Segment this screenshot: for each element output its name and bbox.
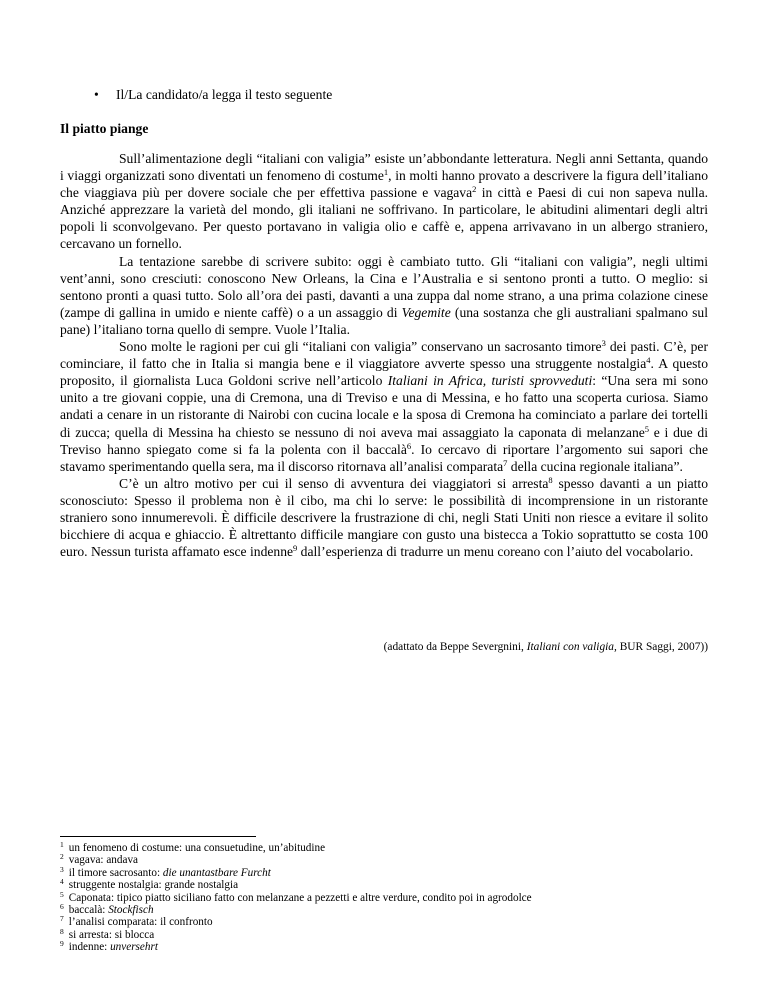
italic-text: Stockfisch bbox=[108, 904, 154, 917]
paragraph bbox=[60, 338, 708, 475]
footnotes-list bbox=[60, 842, 532, 954]
text-run: C’è un altro motivo per cui il senso di avventura dei viaggiatori si arresta bbox=[119, 475, 549, 491]
instruction-line bbox=[94, 86, 332, 103]
footnote-ref: 4 bbox=[646, 355, 651, 366]
text-run: La tentazione sarebbe di scrivere subito: oggi è cambiato tutto. Gli “italiani con valigia”, negli ultimi vent’anni, sono cresciuti: conoscono New Orleans, la Cina e l’Australia e si sentono pronti a tutto. O meglio: si sentono pronti a quasi tutto. Solo all’ora dei pasti, davanti a una zuppa dal nome strano, a una prima colazione cinese (zampe di gallina in umido e niente caffè) o a un assaggio di bbox=[60, 253, 708, 320]
footnote-number: 8 bbox=[60, 926, 64, 936]
text-run: l’analisi comparata: il confronto bbox=[68, 916, 213, 929]
text-run: si arresta: si blocca bbox=[68, 928, 155, 941]
footnote-number: 4 bbox=[60, 877, 64, 887]
text-run: struggente nostalgia: grande nostalgia bbox=[68, 879, 239, 892]
italic-text: die unantastbare Furcht bbox=[162, 866, 271, 879]
text-run: della cucina regionale italiana”. bbox=[507, 458, 683, 474]
text-run: e i due di Treviso hanno spiegato come si fa la polenta con il baccalà bbox=[60, 424, 709, 457]
footnote-ref: 5 bbox=[644, 423, 650, 434]
footnote-number: 9 bbox=[60, 939, 64, 949]
text-run: vagava: andava bbox=[68, 854, 139, 867]
bullet-icon: • bbox=[94, 87, 99, 102]
footnote bbox=[60, 926, 532, 941]
footnote-number: 2 bbox=[60, 852, 64, 862]
text-run: : “Una sera mi sono unito a tre giovani coppie, una di Cremona, una di Treviso e una di Messina, e ho fatto una scoperta curiosa. Siamo andati a cenare in un ristorante di Nairobi con cucina locale e la sposa di Cremona ha cominciato a parlare dei tortelli di zucca; quella di Messina ha chiesto se nessuno di noi aveva mai assaggiato la caponata di melanzane bbox=[60, 373, 708, 440]
italic-text: Italiani con valigia, bbox=[526, 641, 617, 653]
footnote-number: 3 bbox=[60, 864, 64, 874]
italic-text: Italiani in Africa, turisti sprovveduti bbox=[387, 373, 593, 389]
text-run: (una sostanza che gli australiani spalmano sul pane) l’italiano torna quello di sempre. Vuole l’Italia. bbox=[60, 304, 708, 337]
footnote-ref: 6 bbox=[406, 440, 412, 451]
footnote-number: 1 bbox=[60, 840, 64, 849]
footnote bbox=[60, 879, 532, 891]
italic-text: unversehrt bbox=[110, 941, 158, 954]
footnote bbox=[60, 864, 532, 879]
source-citation bbox=[384, 640, 708, 655]
paragraph bbox=[60, 475, 708, 560]
text-run: indenne: bbox=[68, 941, 111, 954]
text-run: Caponata: tipico piatto siciliano fatto con melanzane a pezzetti e altre verdure, condito poi in agrodolce bbox=[68, 891, 532, 904]
footnote-ref: 7 bbox=[503, 457, 508, 468]
article-body bbox=[60, 150, 708, 560]
text-run: (adattato da Beppe Severgnini, bbox=[383, 641, 527, 653]
text-run: , in molti hanno provato a descrivere la figura dell’italiano che viaggiava più per dovere sociale che per effettiva passione e vagava bbox=[60, 168, 708, 201]
text-run: . Io cercavo di riportare l’argomento sui sapori che stavamo sperimentando quella sera, ma il discorso ritornava all’analisi comparata bbox=[60, 441, 708, 474]
text-run: dei pasti. C’è, per cominciare, il fatto che in Italia si mangia bene e il viaggiatore avverte spesso una struggente nostalgia bbox=[60, 339, 708, 372]
footnote-number: 6 bbox=[60, 902, 64, 912]
footnote-ref: 9 bbox=[293, 543, 298, 554]
text-run: in città e Paesi di cui non sapeva nulla. Anziché apprezzare la varietà del mondo, gli italiani ne soffrivano. In particolare, le abitudini alimentari degli altri popoli li sconvolgevano. Per questo portavano in valigia olio e caffè e, appena arrivavano in un albergo straniero, cercavano un fornello. bbox=[60, 185, 709, 252]
text-run: Sull’alimentazione degli “italiani con valigia” esiste un’abbondante letteratura. Negli anni Settanta, quando i viaggi organizzati sono diventati un fenomeno di costume bbox=[60, 151, 708, 184]
text-run: BUR Saggi, 2007)) bbox=[616, 641, 708, 653]
footnote bbox=[60, 941, 532, 953]
footnote-number: 5 bbox=[60, 889, 64, 899]
text-run: dall’esperienza di tradurre un menu coreano con l’aiuto del vocabolario. bbox=[297, 544, 694, 560]
italic-text: Vegemite bbox=[401, 304, 451, 320]
text-run: spesso davanti a un piatto sconosciuto: Spesso il problema non è il cibo, ma chi lo serve: le possibilità di incomprensione in un ristorante straniero sono innumerevoli. È difficile descrivere la frustrazione di chi, negli Stati Uniti non riesce a evitare il solito bicchiere di acqua e ghiaccio. È altrettanto difficile mangiare con gusto una bistecca a Tokio soprattutto se costa 100 euro. Nessun turista affamato esce indenne bbox=[60, 475, 708, 560]
footnote-ref: 8 bbox=[548, 474, 553, 485]
footnote-ref: 2 bbox=[472, 184, 477, 195]
text-run: un fenomeno di costume: una consuetudine, un’abitudine bbox=[68, 842, 326, 854]
footnote bbox=[60, 842, 532, 854]
footnote-separator bbox=[60, 836, 256, 837]
footnote-number: 7 bbox=[60, 914, 64, 924]
paragraph bbox=[60, 150, 708, 253]
text-run: il timore sacrosanto: bbox=[68, 866, 163, 879]
text-run: Sono molte le ragioni per cui gli “italiani con valigia” conservano un sacrosanto timore bbox=[119, 339, 602, 355]
footnote-ref: 3 bbox=[601, 338, 606, 349]
footnote bbox=[60, 854, 532, 866]
text-run: . A questo proposito, il giornalista Luca Goldoni scrive nell’articolo bbox=[60, 356, 708, 389]
footnote bbox=[60, 904, 532, 916]
text-run: baccalà: bbox=[68, 904, 109, 917]
footnote bbox=[60, 889, 532, 904]
footnote-ref: 1 bbox=[383, 167, 389, 178]
article-title: Il piatto piange bbox=[60, 121, 149, 136]
instruction-text: Il/La candidato/a legga il testo seguente bbox=[116, 87, 333, 102]
footnote bbox=[60, 916, 532, 928]
paragraph bbox=[60, 253, 708, 338]
